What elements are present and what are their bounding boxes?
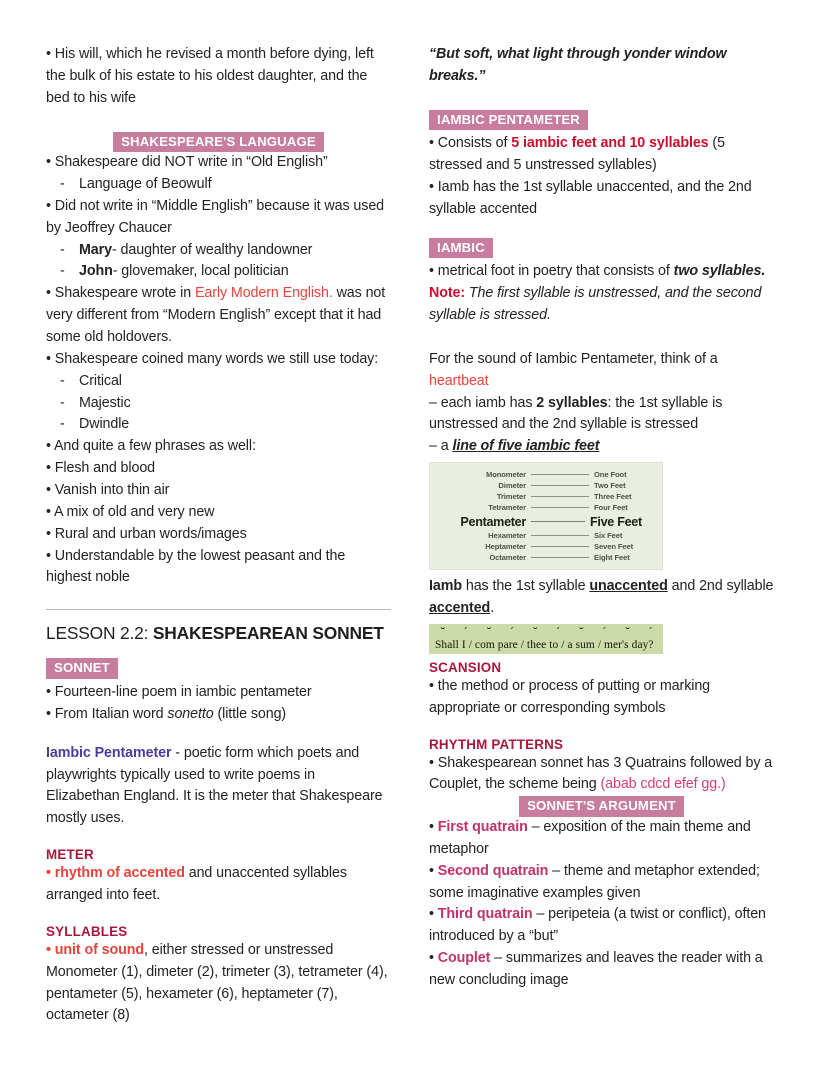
meter-row-value: Seven Feet bbox=[594, 542, 634, 552]
meter-row-name: Hexameter bbox=[488, 531, 526, 541]
meter-row-value: Four Feet bbox=[594, 503, 628, 513]
meter-row-name: Pentameter bbox=[460, 514, 526, 529]
early-modern-suffix: was not very different from “Modern English” except that it had some old holdovers. bbox=[46, 285, 386, 346]
heartbeat-line bbox=[429, 349, 774, 393]
meter-row-value: Two Feet bbox=[594, 481, 626, 491]
iamb-syll-suffix: : the 1st syllable is unstressed and the 2nd syllable is stressed bbox=[429, 394, 723, 433]
scansion-definition: • the method or process of putting or marking appropriate or corresponding symbols bbox=[429, 677, 711, 716]
sonnets-argument-badge-row bbox=[429, 796, 774, 817]
argument-item: • Third quatrain – peripeteia (a twist or conflict), often introduced by a “but” bbox=[429, 906, 766, 945]
meter-row-rule bbox=[531, 546, 589, 547]
right-column bbox=[429, 44, 774, 992]
meter-table-row-pentameter bbox=[440, 513, 652, 530]
iamb-syll-bold: 2 syllables bbox=[536, 394, 608, 411]
accented-underline: accented bbox=[429, 600, 491, 617]
meter-row-value: Five Feet bbox=[590, 514, 642, 529]
iambic-pentameter-badge: IAMBIC PENTAMETER bbox=[429, 110, 588, 131]
meter-row-name: Heptameter bbox=[485, 542, 526, 552]
coined-words-intro: • Shakespeare coined many words we still use today: bbox=[46, 350, 379, 367]
meter-row-rule bbox=[531, 535, 589, 536]
meter-table-row bbox=[440, 480, 652, 491]
scansion-mark: ˘ bbox=[441, 624, 445, 639]
john-desc: - glovemaker, local politician bbox=[112, 263, 289, 280]
rhythm-prefix: • Shakespearean sonnet has 3 Quatrains followed by a Couplet, the scheme being bbox=[429, 754, 773, 793]
argument-desc: – theme and metaphor extended; some imaginative examples given bbox=[429, 862, 760, 901]
note-label: Note: bbox=[429, 285, 466, 302]
old-english-bullet: • Shakespeare did NOT write in “Old English” bbox=[46, 154, 328, 171]
heartbeat-prefix: For the sound of Iambic Pentameter, think of a bbox=[429, 350, 718, 367]
argument-term: First quatrain bbox=[437, 818, 528, 835]
scansion-mark: ´ bbox=[556, 624, 561, 639]
left-column bbox=[46, 44, 391, 1027]
scansion-mark: ˘ bbox=[625, 624, 630, 639]
coined-word-item bbox=[46, 414, 391, 436]
meter-row-name: Tetrameter bbox=[488, 503, 526, 513]
john-name: John bbox=[79, 263, 113, 280]
lesson-label: LESSON 2.2: bbox=[46, 623, 149, 644]
meter-definition bbox=[46, 863, 391, 907]
beowulf-subitem bbox=[46, 174, 391, 196]
meter-row-name: Trimeter bbox=[496, 492, 526, 502]
scansion-figure bbox=[429, 624, 663, 654]
meter-table-row bbox=[440, 552, 652, 563]
meter-row-value: One Foot bbox=[594, 470, 627, 480]
meter-table-row bbox=[440, 530, 652, 541]
meter-heading: METER bbox=[46, 847, 94, 863]
syllables-heading: SYLLABLES bbox=[46, 923, 128, 939]
early-modern-english-bullet bbox=[46, 283, 391, 349]
coined-word-item bbox=[46, 371, 391, 393]
ip-consists-bullet bbox=[429, 133, 774, 177]
sonetto-word: sonetto bbox=[167, 705, 214, 722]
coined-word-label: Majestic bbox=[79, 394, 131, 411]
iambic-badge: IAMBIC bbox=[429, 238, 493, 259]
scansion-heading: SCANSION bbox=[429, 659, 502, 675]
phrase-bullet: • Flesh and blood bbox=[46, 460, 156, 477]
romeo-juliet-quote: “But soft, what light through yonder window breaks.” bbox=[429, 46, 727, 84]
meter-row-rule bbox=[531, 557, 589, 558]
line-of-five-line bbox=[429, 436, 774, 458]
meter-row-rule bbox=[531, 496, 589, 497]
coined-word-label: Critical bbox=[79, 372, 122, 389]
mary-desc: - daughter of wealthy landowner bbox=[111, 241, 313, 258]
syllables-body: , either stressed or unstressed bbox=[144, 941, 334, 958]
syllables-definition bbox=[46, 940, 391, 962]
meter-body: and unaccented syllables arranged into feet. bbox=[46, 865, 347, 903]
shakespeares-language-badge-row bbox=[46, 132, 391, 153]
scansion-mark: ˘ bbox=[579, 624, 584, 639]
parent-john-item bbox=[46, 261, 391, 283]
argument-desc: – exposition of the main theme and metaphor bbox=[429, 818, 751, 857]
ip-highlight: 5 iambic feet and 10 syllables bbox=[511, 135, 709, 152]
iambic-def-emphasis: two syllables. bbox=[673, 263, 766, 280]
iambic-definition bbox=[429, 261, 774, 283]
iambic-pentameter-term: Iambic Pentameter bbox=[46, 744, 172, 761]
meter-row-rule bbox=[531, 485, 589, 486]
coined-word-label: Dwindle bbox=[79, 416, 130, 433]
scansion-stress-marks bbox=[435, 626, 657, 639]
scansion-mark: ´ bbox=[602, 624, 607, 639]
italian-prefix: • From Italian word bbox=[46, 705, 168, 722]
ip-prefix: • Consists of bbox=[429, 135, 512, 152]
meter-row-name: Dimeter bbox=[498, 481, 526, 491]
syllables-highlight: • unit of sound bbox=[46, 941, 144, 958]
dash-marker: - bbox=[60, 263, 65, 280]
argument-term: Couplet bbox=[437, 950, 491, 967]
parent-mary-item bbox=[46, 240, 391, 262]
iambic-def-prefix: • metrical foot in poetry that consists of bbox=[429, 263, 674, 280]
iambic-pentameter-body: - poetic form which poets and playwrights typically used to write poems in Elizabethan England. It is the meter that Shakespeare mostly uses. bbox=[46, 744, 383, 827]
meter-row-rule bbox=[531, 474, 589, 475]
iambic-pentameter-definition bbox=[46, 743, 391, 830]
meter-table-row bbox=[440, 491, 652, 502]
scansion-mark: ´ bbox=[464, 624, 469, 639]
unaccented-underline: unaccented bbox=[589, 578, 668, 595]
meter-row-name: Octameter bbox=[489, 553, 526, 563]
argument-item: • First quatrain – exposition of the main theme and metaphor bbox=[429, 818, 751, 857]
ip-iamb-bullet: • Iamb has the 1st syllable unaccented, and the 2nd syllable accented bbox=[429, 179, 752, 217]
italian-suffix: (little song) bbox=[213, 705, 287, 722]
early-modern-highlight: Early Modern English. bbox=[194, 285, 333, 302]
sonnets-argument-badge: SONNET'S ARGUMENT bbox=[519, 796, 684, 817]
beowulf-label: Language of Beowulf bbox=[79, 176, 212, 193]
line-of-five-underline: line of five iambic feet bbox=[452, 438, 600, 455]
coined-word-item bbox=[46, 393, 391, 415]
shakespeares-language-badge: SHAKESPEARE'S LANGUAGE bbox=[113, 132, 324, 153]
meter-row-value: Six Feet bbox=[594, 531, 623, 541]
argument-term: Third quatrain bbox=[437, 906, 533, 923]
iamb-syllables-line bbox=[429, 393, 774, 437]
dash-marker: - bbox=[60, 372, 65, 389]
argument-desc: – peripeteia (a twist or conflict), often introduced by a “but” bbox=[429, 906, 766, 945]
iamb-accent-line bbox=[429, 576, 774, 620]
sonnet-italian-bullet bbox=[46, 704, 391, 726]
section-divider bbox=[46, 609, 391, 610]
scansion-mark: ˘ bbox=[487, 624, 492, 639]
meter-table-figure bbox=[429, 462, 663, 570]
lesson-heading: SHAKESPEAREAN SONNET bbox=[152, 623, 384, 644]
lesson-title bbox=[46, 623, 391, 644]
iambic-pentameter-badge-row bbox=[429, 110, 774, 131]
meter-highlight: • rhythm of accented bbox=[46, 865, 185, 882]
meter-table-row bbox=[440, 502, 652, 513]
sonnet-bullet: • Fourteen-line poem in iambic pentameter bbox=[46, 683, 312, 700]
sonnet-badge-row bbox=[46, 658, 391, 679]
note-text: The first syllable is unstressed, and the second syllable is stressed. bbox=[429, 285, 762, 324]
rhythm-patterns-heading: RHYTHM PATTERNS bbox=[429, 736, 564, 752]
meter-name-list: Monometer (1), dimeter (2), trimeter (3), tetrameter (4), pentameter (5), hexameter (6), heptameter (7), octameter (8) bbox=[46, 963, 388, 1024]
scansion-mark: ´ bbox=[510, 624, 515, 639]
heartbeat-highlight: heartbeat bbox=[429, 372, 489, 389]
line-of-five-prefix: – a bbox=[429, 438, 453, 455]
rhyme-scheme: (abab cdcd efef gg.) bbox=[600, 776, 726, 793]
argument-desc: – summarizes and leaves the reader with a new concluding image bbox=[429, 950, 763, 988]
meter-row-value: Eight Feet bbox=[594, 553, 630, 563]
dash-marker: - bbox=[60, 176, 65, 193]
phrase-bullet: • And quite a few phrases as well: bbox=[46, 438, 256, 455]
meter-table-row bbox=[440, 469, 652, 480]
middle-english-bullet: • Did not write in “Middle English” because it was used by Jeoffrey Chaucer bbox=[46, 197, 385, 236]
phrase-bullet: • A mix of old and very new bbox=[46, 503, 215, 520]
argument-item: • Second quatrain – theme and metaphor extended; some imaginative examples given bbox=[429, 862, 760, 901]
iamb-accent-end: . bbox=[490, 600, 495, 617]
scansion-mark: ˘ bbox=[533, 624, 538, 639]
two-column-layout bbox=[46, 44, 784, 1027]
meter-table-row bbox=[440, 541, 652, 552]
rhythm-patterns-body bbox=[429, 753, 774, 797]
phrase-bullet: • Vanish into thin air bbox=[46, 482, 170, 499]
mary-name: Mary bbox=[79, 241, 112, 258]
sonnet-badge: SONNET bbox=[46, 658, 118, 679]
dash-marker: - bbox=[60, 416, 65, 433]
dash-marker: - bbox=[60, 241, 65, 258]
ip-suffix: (5 stressed and 5 unstressed syllables) bbox=[429, 135, 725, 174]
iamb-accent-mid2: and 2nd syllable bbox=[667, 578, 774, 595]
dash-marker: - bbox=[60, 394, 65, 411]
iambic-note bbox=[429, 283, 774, 327]
phrase-bullet: • Understandable by the lowest peasant and the highest noble bbox=[46, 547, 346, 586]
iambic-badge-row bbox=[429, 238, 774, 259]
meter-row-value: Three Feet bbox=[594, 492, 632, 502]
iamb-accent-mid: has the 1st syllable bbox=[461, 578, 590, 595]
will-bullet: • His will, which he revised a month before dying, left the bulk of his estate to his oldest daughter, and the bed to his wife bbox=[46, 46, 374, 106]
meter-row-rule bbox=[531, 521, 585, 522]
scansion-line-text: Shall I / com pare / thee to / a sum / mer's day? bbox=[435, 638, 654, 651]
argument-term: Second quatrain bbox=[437, 862, 549, 879]
argument-item: • Couplet – summarizes and leaves the reader with a new concluding image bbox=[429, 950, 763, 988]
iamb-syll-prefix: – each iamb has bbox=[429, 394, 537, 411]
meter-row-rule bbox=[531, 507, 589, 508]
iamb-bold: Iamb bbox=[429, 578, 462, 595]
phrase-bullet: • Rural and urban words/images bbox=[46, 525, 247, 542]
scansion-mark: ´ bbox=[648, 624, 653, 639]
meter-row-name: Monometer bbox=[485, 470, 526, 480]
early-modern-prefix: • Shakespeare wrote in bbox=[46, 285, 195, 302]
